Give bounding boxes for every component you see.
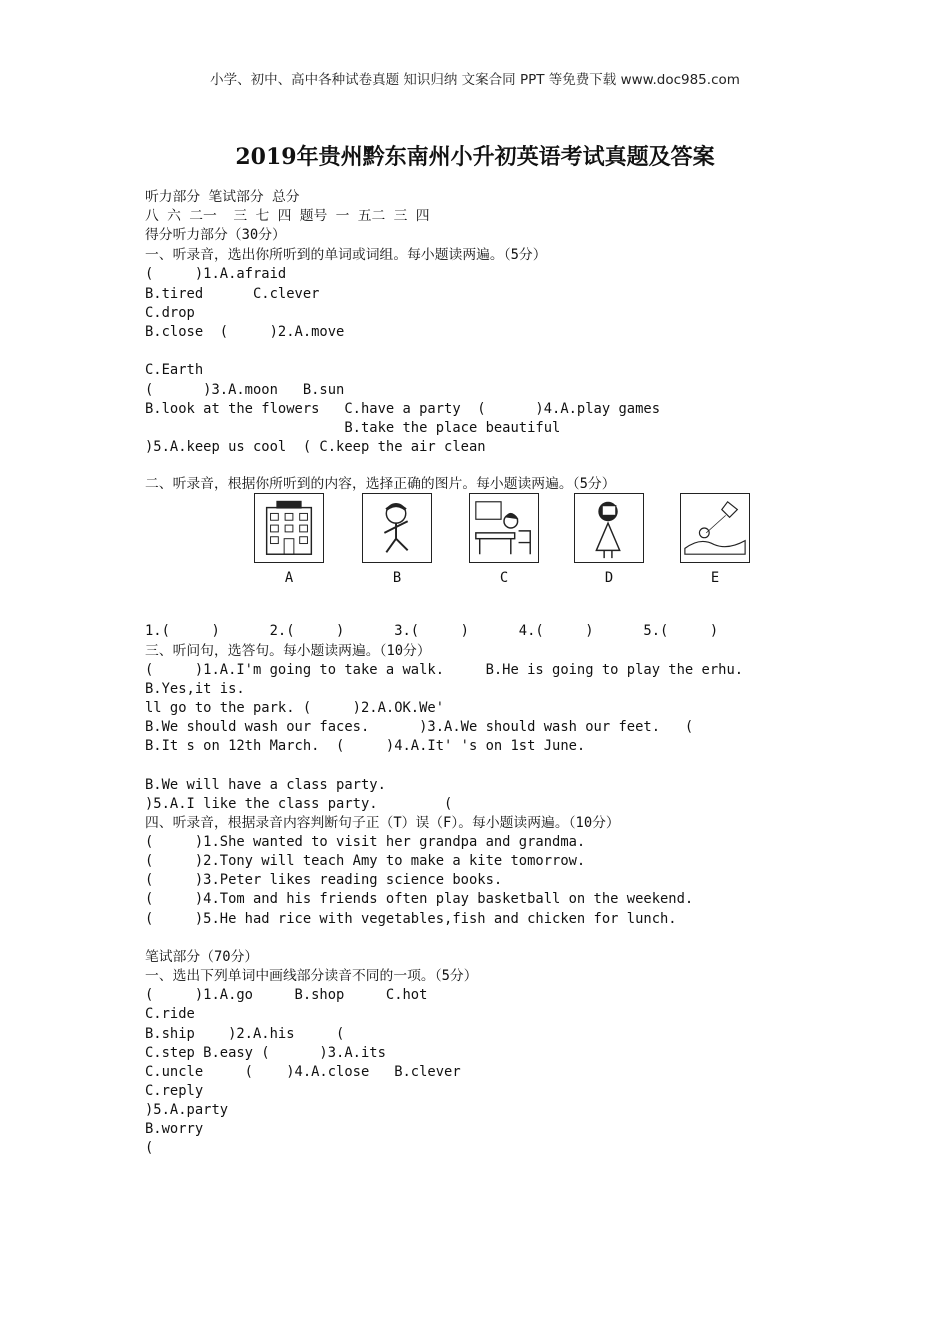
section-heading: 三、听问句，选答句。每小题读两遍。（10分）: [145, 643, 431, 659]
question-line: ( )5.He had rice with vegetables,fish and chicken for lunch.: [145, 911, 677, 927]
picture-a: [254, 493, 324, 563]
section-heading: 二、听录音，根据你所听到的内容，选择正确的图片。每小题读两遍。（5分）: [145, 476, 616, 492]
question-line: B.We should wash our faces. )3.A.We should wash our feet. (: [145, 719, 694, 735]
question-line: ( )1.A.go B.shop C.hot: [145, 987, 428, 1003]
library-building-icon: [255, 494, 323, 562]
text-line: 八 六 二一 三 七 四 题号 一 五二 三 四: [145, 208, 430, 224]
picture-c: [469, 493, 539, 563]
picture-b: [362, 493, 432, 563]
picture-label: E: [710, 570, 720, 586]
question-line: ( )3.Peter likes reading science books.: [145, 872, 503, 888]
answer-blanks-row: 1.( ) 2.( ) 3.( ) 4.( ) 5.( ): [145, 623, 719, 639]
kite-flying-icon: [681, 494, 749, 562]
picture-label: B: [392, 570, 402, 586]
source-header: 小学、初中、高中各种试卷真题 知识归纳 文案合同 PPT 等免费下载 www.doc985.com: [210, 72, 740, 88]
question-line: (: [145, 1140, 154, 1156]
girl-with-camera-icon: [575, 494, 643, 562]
question-line: ( )2.Tony will teach Amy to make a kite tomorrow.: [145, 853, 586, 869]
question-line: B.tired C.clever: [145, 286, 320, 302]
section-heading: 一、听录音，选出你所听到的单词或词组。每小题读两遍。（5分）: [145, 247, 547, 263]
picture-label: D: [604, 570, 614, 586]
question-line: ( )1.A.I'm going to take a walk. B.He is going to play the erhu.: [145, 662, 744, 678]
question-line: B.worry: [145, 1121, 204, 1137]
text-line: 听力部分 笔试部分 总分: [145, 189, 300, 205]
question-line: )5.A.party: [145, 1102, 229, 1118]
question-line: B.ship )2.A.his (: [145, 1026, 345, 1042]
page-title: 2019年贵州黔东南州小升初英语考试真题及答案: [235, 144, 715, 170]
question-line: C.ride: [145, 1006, 195, 1022]
section-heading: 四、听录音，根据录音内容判断句子正（T）误（F）。每小题读两遍。（10分）: [145, 815, 620, 831]
girl-at-desk-icon: [470, 494, 538, 562]
question-line: C.drop: [145, 305, 195, 321]
question-line: B.We will have a class party.: [145, 777, 386, 793]
question-line: C.reply: [145, 1083, 204, 1099]
picture-e: [680, 493, 750, 563]
question-line: C.uncle ( )4.A.close B.clever: [145, 1064, 461, 1080]
question-line: C.step B.easy ( )3.A.its: [145, 1045, 386, 1061]
running-boy-icon: [363, 494, 431, 562]
question-line: )5.A.keep us cool ( C.keep the air clean: [145, 439, 486, 455]
question-line: C.Earth: [145, 362, 204, 378]
question-line: ( )1.She wanted to visit her grandpa and grandma.: [145, 834, 586, 850]
text-line: 得分听力部分（30分）: [145, 227, 286, 243]
question-line: ( )3.A.moon B.sun: [145, 382, 345, 398]
question-line: B.close ( )2.A.move: [145, 324, 345, 340]
question-line: ll go to the park. ( )2.A.OK.We': [145, 700, 445, 716]
question-line: )5.A.I like the class party. (: [145, 796, 453, 812]
question-line: B.take the place beautiful: [145, 420, 561, 436]
picture-label: A: [284, 570, 294, 586]
question-line: B.look at the flowers C.have a party ( )4.A.play games: [145, 401, 660, 417]
question-line: ( )4.Tom and his friends often play basketball on the weekend.: [145, 891, 694, 907]
question-line: B.Yes,it is.: [145, 681, 245, 697]
question-line: B.It s on 12th March. ( )4.A.It' 's on 1st June.: [145, 738, 586, 754]
picture-label: C: [499, 570, 509, 586]
question-line: ( )1.A.afraid: [145, 266, 287, 282]
section-heading: 笔试部分（70分）: [145, 949, 259, 965]
picture-d: [574, 493, 644, 563]
section-heading: 一、选出下列单词中画线部分读音不同的一项。（5分）: [145, 968, 478, 984]
